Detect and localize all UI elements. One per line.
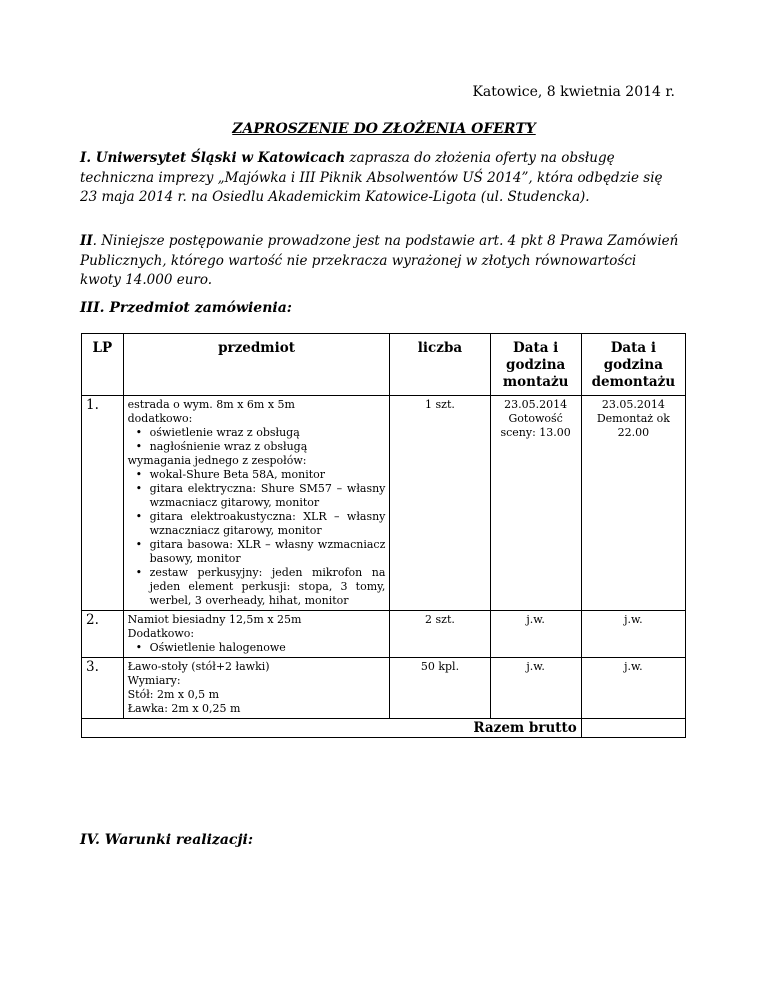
row-3-item	[123, 658, 390, 719]
row-1-req-label: wymagania jednego z zespołów:	[127, 454, 307, 467]
table-row	[82, 658, 686, 719]
row-1-item	[123, 396, 390, 611]
row-1-dismount	[581, 396, 685, 611]
row-1-intro: estrada o wym. 8m x 6m x 5m	[127, 398, 295, 411]
header-mount: Data i godzina montażu	[490, 334, 581, 396]
row-2-dismount: j.w.	[581, 611, 685, 658]
header-qty: liczba	[390, 334, 490, 396]
section-1-text: zaprasza do złożenia oferty na obsługę techniczna imprezy „Majówka i III Piknik Absolwentów UŚ 2014”, która odbędzie się 23 maja 2014 r. na Osiedlu Akademickim Katowice-Ligota (ul. Studencka).	[80, 150, 663, 205]
date-line: Katowice, 8 kwietnia 2014 r.	[472, 84, 675, 100]
list-item: • gitara basowa: XLR – własny wzmacniacz basowy, monitor	[150, 538, 386, 566]
row-3-qty: 50 kpl.	[390, 658, 490, 719]
header-lp: LP	[82, 334, 124, 396]
row-1-mount-date: 23.05.2014	[504, 398, 568, 411]
list-item: • Oświetlenie halogenowe	[150, 641, 386, 655]
row-1-extra-label: dodatkowo:	[127, 412, 193, 425]
row-1-reqs-list	[128, 468, 386, 608]
table-row	[82, 396, 686, 611]
list-item: • oświetlenie wraz z obsługą	[150, 426, 386, 440]
list-item: • gitara elektroakustyczna: XLR – własny wznaczniacz gitarowy, monitor	[150, 510, 386, 538]
row-3-mount: j.w.	[490, 658, 581, 719]
list-item: • zestaw perkusyjny: jeden mikrofon na jeden element perkusji: stopa, 3 tomy, werbel, 3 overheady, hihat, monitor	[150, 566, 386, 608]
list-item: • gitara elektryczna: Shure SM57 – własny wzmacniacz gitarowy, monitor	[150, 482, 386, 510]
section-1-paragraph	[80, 149, 680, 208]
table-header-row	[82, 334, 686, 396]
row-2-item	[123, 611, 390, 658]
row-3-line3: Stół: 2m x 0,5 m	[127, 688, 220, 701]
row-1-dismount-note: Demontaż ok 22.00	[596, 412, 670, 439]
row-1-dismount-date: 23.05.2014	[601, 398, 665, 411]
header-item: przedmiot	[123, 334, 390, 396]
section-2-paragraph	[80, 232, 680, 291]
list-item: • nagłośnienie wraz z obsługą	[150, 440, 386, 454]
total-label: Razem brutto	[82, 719, 582, 738]
row-2-mount: j.w.	[490, 611, 581, 658]
row-1-lp: 1.	[82, 396, 124, 611]
row-3-line2: Wymiary:	[127, 674, 181, 687]
row-1-qty: 1 szt.	[390, 396, 490, 611]
row-3-dismount: j.w.	[581, 658, 685, 719]
row-2-line1: Namiot biesiadny 12,5m x 25m	[127, 613, 302, 626]
section-1-lead: I. Uniwersytet Śląski w Katowicach	[80, 150, 346, 166]
document-title: ZAPROSZENIE DO ZŁOŻENIA OFERTY	[232, 121, 536, 137]
table-row	[82, 611, 686, 658]
header-dismount: Data i godzina demontażu	[581, 334, 685, 396]
row-3-line1: Ławo-stoły (stół+2 ławki)	[127, 660, 270, 673]
row-2-lp: 2.	[82, 611, 124, 658]
row-2-line2: Dodatkowo:	[127, 627, 195, 640]
section-2-text: . Niniejsze postępowanie prowadzone jest na podstawie art. 4 pkt 8 Prawa Zamówień Publicznych, którego wartość nie przekracza wyrażonej w złotych równowartości kwoty 14.000 euro.	[80, 233, 679, 288]
row-2-list	[128, 641, 386, 655]
table-total-row	[82, 719, 686, 738]
section-2-lead: II	[80, 233, 93, 249]
row-1-mount	[490, 396, 581, 611]
row-1-extras-list	[128, 426, 386, 454]
order-table	[81, 333, 686, 738]
row-2-qty: 2 szt.	[390, 611, 490, 658]
row-3-line4: Ławka: 2m x 0,25 m	[127, 702, 241, 715]
row-1-mount-note: Gotowość sceny: 13.00	[500, 412, 571, 439]
total-value-cell	[581, 719, 685, 738]
section-4-heading: IV. Warunki realizacji:	[80, 832, 254, 848]
list-item: • wokal-Shure Beta 58A, monitor	[150, 468, 386, 482]
section-3-heading: III. Przedmiot zamówienia:	[80, 300, 292, 316]
row-3-lp: 3.	[82, 658, 124, 719]
